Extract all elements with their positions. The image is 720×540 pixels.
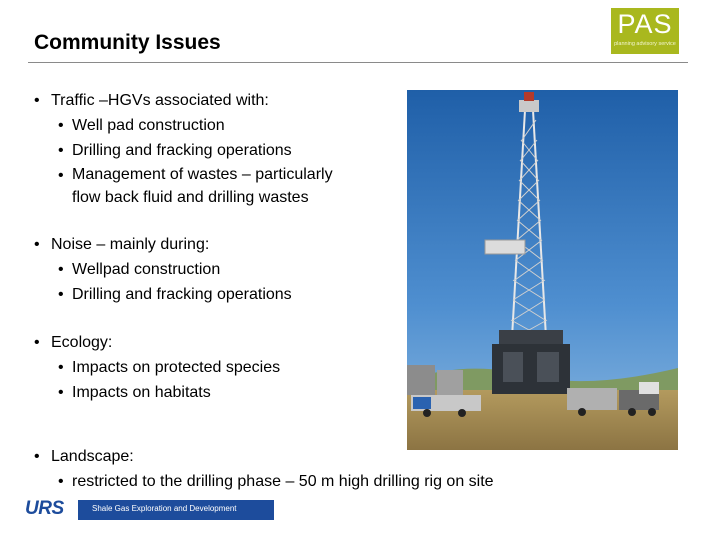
- sub-bullet-item: • restricted to the drilling phase – 50 m high drilling rig on site: [34, 469, 674, 494]
- bullet-item: • Landscape:: [34, 444, 674, 469]
- logo-subtext: planning advisory service: [614, 41, 676, 47]
- sub-bullet-item: [34, 163, 404, 209]
- bullet-group-traffic: [34, 88, 404, 209]
- sub-bullet-item: • Impacts on protected species: [34, 355, 404, 380]
- bullet-group-noise: [34, 232, 404, 307]
- sub-bullet-item: • Wellpad construction: [34, 257, 404, 282]
- sub-bullet-item: • Well pad construction: [34, 113, 404, 138]
- sub-bullet-item: • Drilling and fracking operations: [34, 282, 404, 307]
- bullet-group-landscape: [34, 444, 674, 494]
- slide-title: Community Issues: [34, 31, 221, 54]
- sub-bullet-item: • Impacts on habitats: [34, 380, 404, 405]
- drilling-rig-photo: [407, 90, 678, 450]
- bullet-item: • Ecology:: [34, 330, 404, 355]
- title-divider: [28, 62, 688, 63]
- pas-logo: [611, 8, 679, 54]
- logo-text: PAS: [617, 9, 673, 39]
- sub-bullet-line: • Management of wastes – particularly: [72, 166, 333, 183]
- bullet-group-ecology: [34, 330, 404, 405]
- drilling-rig-illustration: [407, 90, 678, 450]
- bullet-item: • Noise – mainly during:: [34, 232, 404, 257]
- urs-logo: URS: [25, 498, 64, 519]
- bullet-item: • Traffic –HGVs associated with:: [34, 88, 404, 113]
- sub-bullet-item: • Drilling and fracking operations: [34, 138, 404, 163]
- sub-bullet-line: flow back fluid and drilling wastes: [72, 189, 309, 206]
- bullet-list: [34, 88, 404, 428]
- footer-text: Shale Gas Exploration and Development: [92, 504, 237, 513]
- slide-footer: [0, 498, 720, 520]
